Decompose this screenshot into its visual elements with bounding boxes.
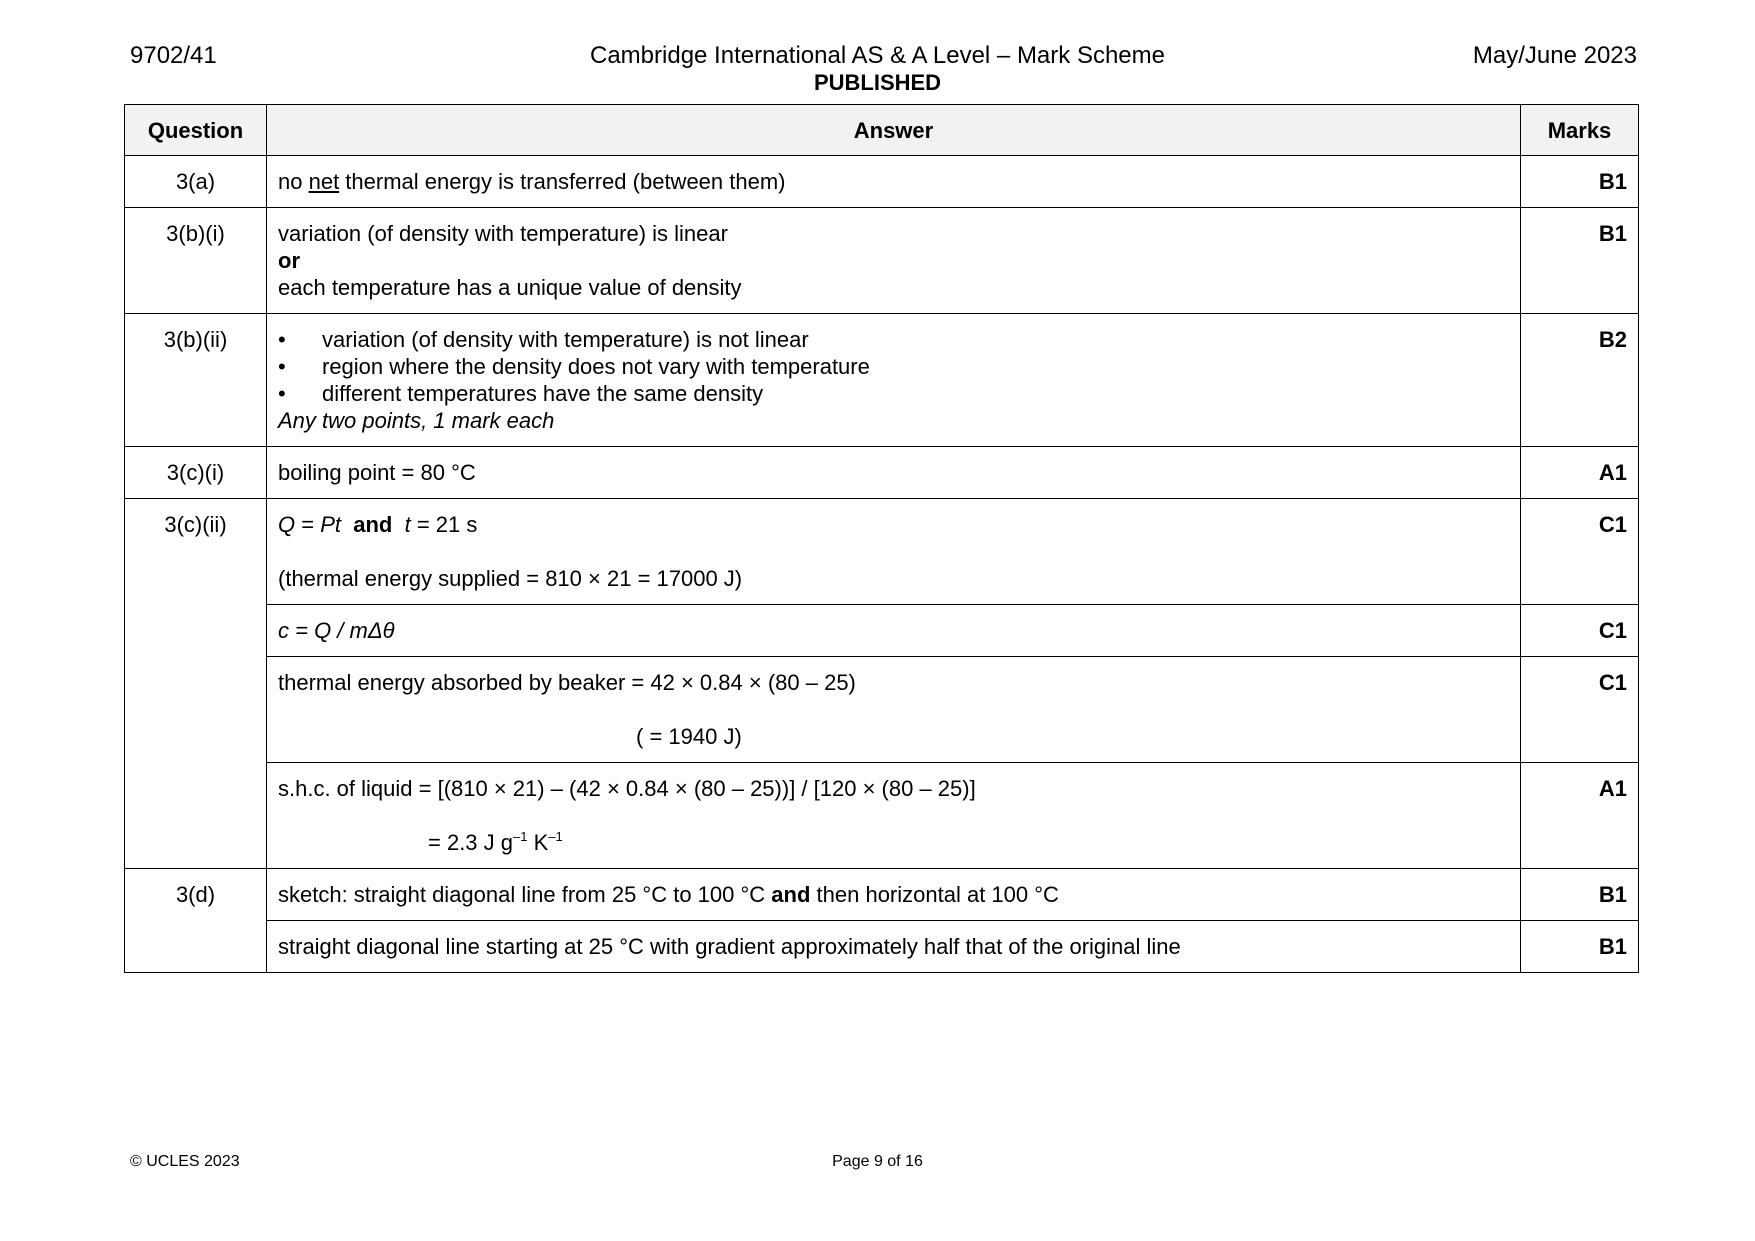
exponent: –1 (513, 829, 528, 844)
answer-line: s.h.c. of liquid = [(810 × 21) – (42 × 0.84 × (80 – 25))] / [120 × (80 – 25)] (278, 776, 976, 801)
header-marks: Marks (1521, 105, 1639, 156)
or-connector: or (278, 248, 300, 273)
table-header-row (125, 105, 1639, 156)
spacer (278, 538, 1509, 565)
question-number: 3(a) (125, 156, 267, 208)
answer-text: = 21 s (410, 512, 478, 537)
table-row (125, 447, 1639, 499)
answer-text: thermal energy is transferred (between them) (339, 169, 786, 194)
question-number: 3(d) (125, 869, 267, 973)
answer-line: variation (of density with temperature) is linear (278, 221, 728, 246)
paper-code: 9702/41 (130, 42, 217, 69)
table-row (125, 314, 1639, 447)
answer-cell (267, 657, 1521, 763)
symbol-q: Q (278, 512, 296, 537)
exam-session: May/June 2023 (1472, 42, 1637, 69)
answer-cell (267, 156, 1521, 208)
mark-cell: B1 (1521, 869, 1639, 921)
answer-line: ( = 1940 J) (636, 724, 742, 749)
marking-note: Any two points, 1 mark each (278, 408, 555, 433)
mark-cell: C1 (1521, 657, 1639, 763)
answer-line: (thermal energy supplied = 810 × 21 = 17000 J) (278, 566, 743, 591)
page-number: Page 9 of 16 (832, 1153, 923, 1170)
symbol-t: t (404, 512, 411, 537)
answer-cell: boiling point = 80 °C (267, 447, 1521, 499)
underlined-keyword: net (308, 169, 340, 194)
answer-line: thermal energy absorbed by beaker = 42 × 0.84 × (80 – 25) (278, 670, 856, 695)
table-row (125, 605, 1639, 657)
header-answer: Answer (267, 105, 1521, 156)
copyright-notice: © UCLES 2023 (130, 1153, 240, 1170)
answer-cell (267, 208, 1521, 314)
answer-cell (267, 314, 1521, 447)
table-row (125, 763, 1639, 869)
mark-cell: B1 (1521, 921, 1639, 973)
answer-cell (267, 499, 1521, 605)
and-connector: and (353, 512, 393, 537)
table-row (125, 499, 1639, 605)
mark-cell: B1 (1521, 156, 1639, 208)
table-row (125, 156, 1639, 208)
answer-text: then horizontal at 100 °C (810, 882, 1059, 907)
list-item: • variation (of density with temperature) is not linear (278, 326, 1509, 353)
question-number: 3(b)(ii) (125, 314, 267, 447)
mark-cell: A1 (1521, 447, 1639, 499)
published-label: PUBLISHED (813, 70, 942, 95)
table-row (125, 869, 1639, 921)
question-number: 3(b)(i) (125, 208, 267, 314)
table-row (125, 921, 1639, 973)
answer-cell: straight diagonal line starting at 25 °C with gradient approximately half that of the original line (267, 921, 1521, 973)
question-number: 3(c)(i) (125, 447, 267, 499)
table-row (125, 657, 1639, 763)
mark-cell: C1 (1521, 605, 1639, 657)
answer-text: K (527, 830, 549, 855)
spacer (278, 802, 1509, 829)
answer-line (278, 829, 1509, 856)
answer-text: no (278, 169, 309, 194)
list-item: • region where the density does not vary with temperature (278, 353, 1509, 380)
mark-cell: B1 (1521, 208, 1639, 314)
answer-text: sketch: straight diagonal line from 25 °C to 100 °C (278, 882, 772, 907)
answer-cell (267, 763, 1521, 869)
spacer (278, 696, 1509, 723)
answer-text: = 2.3 J g (428, 830, 514, 855)
answer-line (278, 511, 1509, 538)
header-question: Question (125, 105, 267, 156)
question-number: 3(c)(ii) (125, 499, 267, 869)
list-item: • different temperatures have the same density (278, 380, 1509, 407)
mark-scheme-table (124, 104, 1639, 973)
bullet-list (278, 326, 1509, 407)
mark-cell: A1 (1521, 763, 1639, 869)
mark-cell: B2 (1521, 314, 1639, 447)
equals-sign: = (295, 512, 321, 537)
exponent: –1 (548, 829, 563, 844)
answer-line: each temperature has a unique value of density (278, 275, 742, 300)
answer-cell: c = Q / mΔθ (267, 605, 1521, 657)
table-row (125, 208, 1639, 314)
and-connector: and (771, 882, 811, 907)
mark-cell: C1 (1521, 499, 1639, 605)
symbol-pt: Pt (320, 512, 341, 537)
title-text: Cambridge International AS & A Level – Mark Scheme (590, 42, 1165, 69)
answer-cell (267, 869, 1521, 921)
